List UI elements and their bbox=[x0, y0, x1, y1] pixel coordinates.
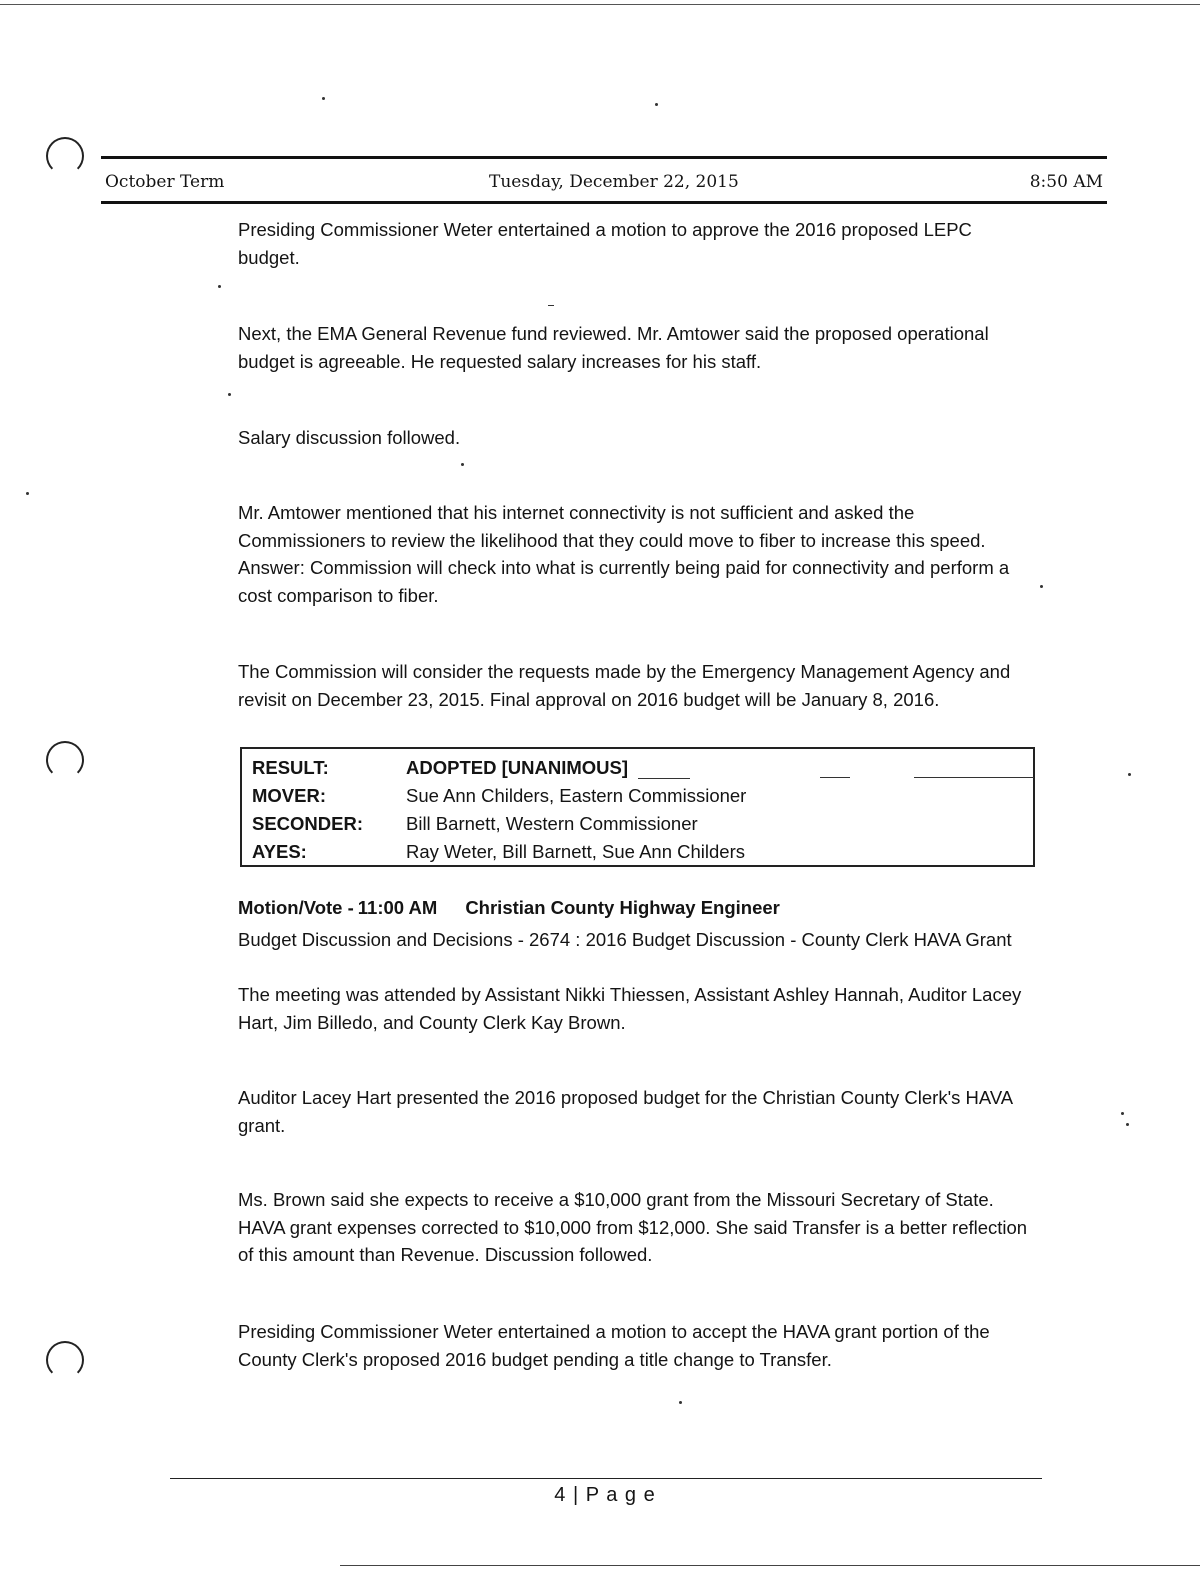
seconder-value: Bill Barnett, Western Commissioner bbox=[406, 813, 698, 834]
paragraph-salary: Salary discussion followed. bbox=[238, 427, 461, 448]
paragraph-hava-motion: Presiding Commissioner Weter entertained a motion to accept the HAVA grant portion of the County Clerk's proposed 2016 budget pending a title change to Transfer. bbox=[238, 1321, 990, 1370]
page-number: 4 | P a g e bbox=[554, 1484, 656, 1506]
scan-speck bbox=[228, 393, 231, 396]
paragraph-attendees: The meeting was attended by Assistant Nikki Thiessen, Assistant Ashley Hannah, Auditor Lacey Hart, Jim Billedo, and County Clerk Kay Brown. bbox=[238, 984, 1022, 1033]
form-field-line bbox=[820, 777, 850, 778]
ayes-label: AYES: bbox=[252, 841, 307, 862]
paragraph-commission-requests: The Commission will consider the requests made by the Emergency Management Agency and revisit on December 23, 2015. Final approval on 2016 budget will be January 8, 2016. bbox=[238, 661, 1011, 710]
form-field-line bbox=[638, 778, 690, 779]
motion-vote-heading bbox=[238, 897, 780, 919]
result-label: RESULT: bbox=[252, 757, 329, 778]
scan-speck bbox=[655, 103, 658, 106]
punch-hole-icon bbox=[46, 137, 84, 175]
scan-speck bbox=[679, 1401, 682, 1404]
mover-label: MOVER: bbox=[252, 785, 326, 806]
motion-label: Motion/Vote - bbox=[238, 897, 354, 918]
scan-speck bbox=[218, 285, 221, 288]
scan-speck bbox=[1128, 773, 1131, 776]
ayes-value: Ray Weter, Bill Barnett, Sue Ann Childers bbox=[406, 841, 745, 862]
punch-hole-icon bbox=[46, 1341, 84, 1379]
scan-speck bbox=[1126, 1123, 1129, 1126]
scan-speck bbox=[548, 305, 554, 306]
header-date: Tuesday, December 22, 2015 bbox=[489, 172, 739, 192]
seconder-label: SECONDER: bbox=[252, 813, 364, 834]
paragraph-connectivity: Mr. Amtower mentioned that his internet connectivity is not sufficient and asked the Commissioners to review the likelihood that they could move to fiber to increase this speed. Answer: Commission will check into what is currently being paid for connectivity and perform a cost comparison to fiber. bbox=[238, 502, 1010, 606]
scan-speck bbox=[322, 97, 325, 100]
paragraph-budget-discussion: Budget Discussion and Decisions - 2674 : 2016 Budget Discussion - County Clerk HAVA Grant bbox=[238, 929, 1012, 950]
paragraph-ema-fund: Next, the EMA General Revenue fund reviewed. Mr. Amtower said the proposed operational budget is agreeable. He requested salary increases for his staff. bbox=[238, 323, 989, 372]
scan-top-edge bbox=[0, 4, 1200, 5]
form-field-line bbox=[914, 777, 1034, 778]
scan-speck bbox=[26, 492, 29, 495]
mover-value: Sue Ann Childers, Eastern Commissioner bbox=[406, 785, 747, 806]
paragraph-lepc-motion: Presiding Commissioner Weter entertained a motion to approve the 2016 proposed LEPC budget. bbox=[238, 219, 972, 268]
paragraph-hava-grant: Ms. Brown said she expects to receive a $10,000 grant from the Missouri Secretary of State. HAVA grant expenses corrected to $10,000 from $12,000. She said Transfer is a better reflection of this amount than Revenue. Discussion followed. bbox=[238, 1189, 1028, 1265]
motion-time: 11:00 AM bbox=[357, 897, 438, 918]
scan-speck bbox=[461, 463, 464, 466]
page-header bbox=[101, 156, 1107, 204]
scan-speck bbox=[1121, 1112, 1124, 1115]
punch-hole-icon bbox=[46, 741, 84, 779]
scan-bottom-edge bbox=[340, 1565, 1200, 1566]
footer-rule bbox=[170, 1478, 1042, 1479]
motion-title: Christian County Highway Engineer bbox=[465, 897, 780, 918]
paragraph-auditor-presentation: Auditor Lacey Hart presented the 2016 proposed budget for the Christian County Clerk's HAVA grant. bbox=[238, 1087, 1013, 1136]
header-time: 8:50 AM bbox=[1029, 172, 1103, 192]
scan-speck bbox=[1040, 585, 1043, 588]
vote-result-table bbox=[240, 747, 1035, 867]
header-term: October Term bbox=[105, 172, 225, 192]
result-value: ADOPTED [UNANIMOUS] bbox=[406, 757, 628, 778]
